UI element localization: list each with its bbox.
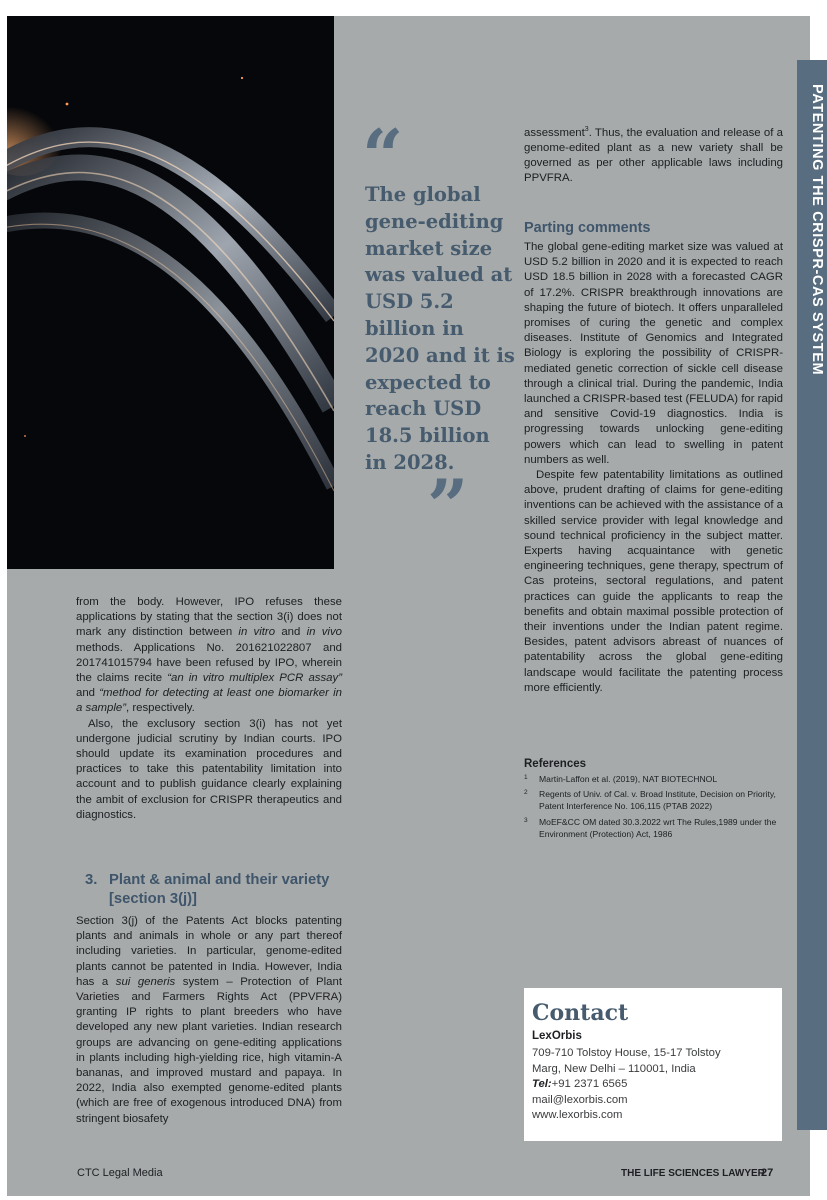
hero-photo: [7, 16, 334, 569]
right-paragraph-1: The global gene-editing market size was valued at USD 5.2 billion in 2020 and it is expected to reach USD 18.5 billion in 2028 with a forecasted CAGR of 17.2%. CRISPR breakthrough innovations are shaping the future of biotech. It offers unparalleled promises of curing the genetic and complex diseases. Institute of Genomics and Integrated Biology is exploring the possibility of CRISPR-mediated genetic correction of sickle cell disease through a clinical trial. During the pandemic, India launched a CRISPR-based test (FELUDA) for rapid and sensitive Covid-19 diagnostics. India is progressing towards unlocking gene-editing powers which can lead to swelling in patent numbers as well.: [524, 241, 783, 466]
pull-quote: The global gene-editing market size was valued at USD 5.2 billion in 2020 and it is expected to reach USD 18.5 billion in 2028.: [365, 183, 515, 474]
reference-item: 2 Regents of Univ. of Cal. v. Broad Institute, Decision on Priority, Patent Interference No. 106,115 (PTAB 2022): [524, 789, 776, 812]
section-title: Plant & animal and their variety [section 3(j)]: [109, 872, 330, 907]
right-column-top: [524, 122, 783, 187]
contact-address-line-1: 709-710 Tolstoy House, 15-17 Tolstoy: [532, 1047, 721, 1059]
left-column-continued: [76, 914, 342, 1127]
magazine-page: [7, 16, 810, 1196]
footer-page-number: 27: [761, 1167, 774, 1179]
contact-company: LexOrbis: [532, 1030, 582, 1042]
reference-item: 3 MoEF&CC OM dated 30.3.2022 wrt The Rules,1989 under the Environment (Protection) Act, 1986: [524, 816, 777, 839]
contact-title: Contact: [532, 1000, 629, 1026]
left-column: [76, 595, 342, 823]
close-quote-mark: ”: [427, 463, 469, 548]
left-paragraph-3: Section 3(j) of the Patents Act blocks patenting plants and animals in whole or any part thereof including varieties. In particular, genome-edited plants cannot be patented in India. However, India has a sui generis system – Protection of Plant Varieties and Farmers Rights Act (PPVFRA) granting IP rights to plant breeders who have developed any new plant varieties. Indian research groups are advancing on gene-editing applications in plants including high-yielding rice, high vitamin-A bananas, and improved mustard and papaya. In 2022, India also exempted genome-edited plants (which are free of exogenous introduced DNA) from stringent biosafety: [76, 915, 343, 1125]
left-paragraph-2: Also, the exclusory section 3(i) has not yet undergone judicial scrutiny by Indian courts. IPO should update its examination procedures and practices to take this patentability limitation into account and to publish guidance clearly explaining the ambit of exclusion for CRISPR therapeutics and diagnostics.: [76, 717, 342, 821]
contact-box: [524, 988, 782, 1141]
references-title: References: [524, 758, 587, 770]
contact-email[interactable]: mail@lexorbis.com: [532, 1093, 628, 1106]
parting-comments-heading: Parting comments: [524, 220, 651, 236]
reference-item: 1 Martin-Laffon et al. (2019), NAT BIOTECHNOL: [524, 774, 718, 784]
contact-phone: Tel:+91 2371 6565: [532, 1078, 628, 1090]
right-column: [524, 240, 783, 696]
sidebar-title: PATENTING THE CRISPR-CAS SYSTEM: [809, 84, 825, 376]
section-number: 3.: [85, 872, 98, 888]
left-paragraph-1: from the body. However, IPO refuses these applications by stating that the section 3(i) does not mark any distinction between in vitro and in vivo methods. Applications No. 201621022807 and 201741015794 have been refused by IPO, wherein the claims recite “an in vitro multiplex PCR assay” and “method for detecting at least one biomarker in a sample”, respectively.: [76, 596, 342, 715]
section-heading: [85, 871, 347, 909]
contact-details: [532, 1046, 721, 1124]
right-paragraph-2: Despite few patentability limitations as outlined above, prudent drafting of claims for gene-editing inventions can be achieved with the assistance of a skilled service provider with legal knowledge and sound technical proficiency in the subject matter. Experts having acquaintance with genetic engineering techniques, gene therapy, spectrum of Cas proteins, sectoral regulations, and patent practices can guide the applicants to reap the benefits and obtain maximal possible protection of their inventions under the Indian patent regime. Besides, patent advisors abreast of nuances of patentability across the global gene-editing landscape would facilitate the patenting process more efficiently.: [524, 469, 783, 694]
right-paragraph-0: assessment$^3$. Thus, the evaluation and release of a genome-edited plant as a new variety shall be governed as per other applicable laws including PPVFRA.: [524, 126, 783, 185]
contact-website[interactable]: www.lexorbis.com: [532, 1109, 623, 1121]
contact-address-line-2: Marg, New Delhi – 110001, India: [532, 1062, 696, 1075]
open-quote-mark: “: [362, 113, 404, 198]
footer-publication: THE LIFE SCIENCES LAWYER: [621, 1168, 765, 1179]
references: [524, 758, 784, 843]
light-streaks-illustration: [7, 16, 334, 569]
footer-publisher: CTC Legal Media: [77, 1167, 163, 1179]
